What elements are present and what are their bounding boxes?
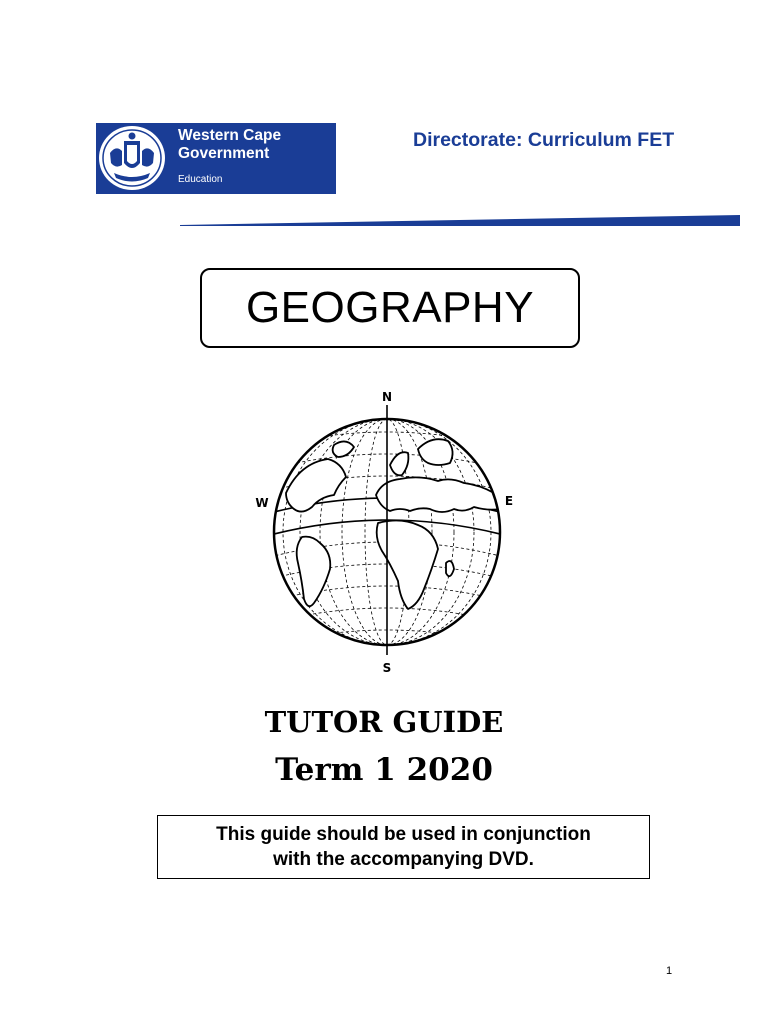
directorate-heading: Directorate: Curriculum FET [413, 129, 675, 151]
compass-west-label: W [255, 496, 269, 510]
logo-text-education: Education [178, 174, 223, 185]
page-number: 1 [666, 965, 673, 977]
term-heading: Term 1 2020 [275, 752, 493, 788]
usage-note-line-1: This guide should be used in conjunction [216, 824, 591, 845]
logo-text-western-cape: Western Cape [178, 127, 282, 144]
tutor-guide-heading: TUTOR GUIDE [264, 705, 504, 739]
coat-of-arms-icon [96, 123, 168, 194]
compass-south-label: S [382, 661, 392, 675]
header-divider [180, 213, 740, 227]
globe-illustration [250, 385, 520, 680]
subject-title-box [200, 268, 580, 348]
usage-note-line-2: with the accompanying DVD. [273, 849, 534, 870]
compass-north-label: N [381, 390, 393, 404]
subject-title: GEOGRAPHY [245, 283, 535, 332]
logo-text-government: Government [178, 145, 270, 162]
western-cape-government-logo [96, 123, 336, 194]
compass-east-label: E [504, 494, 514, 508]
usage-note-box [157, 815, 650, 879]
